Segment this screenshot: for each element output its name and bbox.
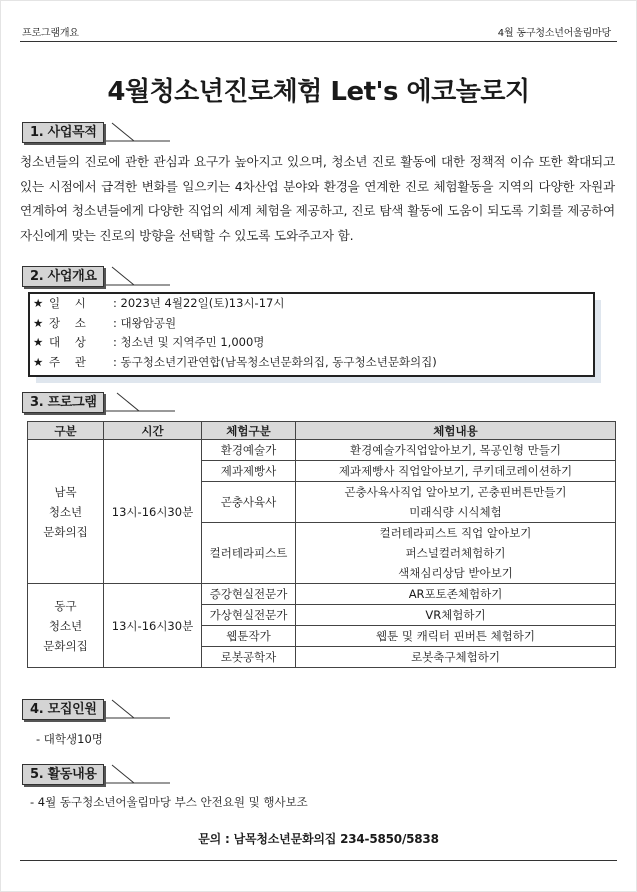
time-cell: 13시-16시30분	[104, 584, 202, 668]
column-header: 체험내용	[296, 422, 616, 440]
star-icon: ★	[33, 315, 44, 330]
table-header-row	[28, 422, 616, 440]
column-header: 시간	[104, 422, 202, 440]
group-name-line: 청소년	[48, 504, 83, 519]
group-name-line: 청소년	[48, 618, 83, 633]
section-label: 3. 프로그램	[22, 392, 104, 413]
group-name-cell	[28, 440, 104, 584]
star-icon: ★	[33, 354, 44, 369]
section-label: 4. 모집인원	[22, 699, 104, 720]
experience-content-cell: 제과제빵사 직업알아보기, 쿠키데코레이션하기	[296, 461, 616, 482]
table-row	[28, 584, 616, 605]
section-heading-overview	[22, 265, 104, 285]
content-line: 퍼스널컬러체험하기	[405, 546, 506, 560]
group-name-cell	[28, 584, 104, 668]
section-heading-activity	[22, 763, 104, 783]
content-line: 컬러테라피스트 직업 알아보기	[379, 526, 532, 540]
experience-content-cell: 로봇축구체험하기	[296, 647, 616, 668]
star-icon: ★	[33, 296, 44, 310]
section-heading-recruit	[22, 698, 104, 718]
experience-type-cell: 로봇공학자	[202, 647, 296, 668]
activity-item: - 4월 동구청소년어울림마당 부스 안전요원 및 행사보조	[30, 795, 308, 809]
overview-value: : 대왕암공원	[113, 315, 177, 330]
page-title: 4월청소년진로체험 Let's 에코놀로지	[107, 77, 530, 107]
content-line: 미래식량 시식체험	[409, 505, 502, 519]
overview-box	[28, 292, 595, 377]
experience-content-cell: VR체험하기	[296, 605, 616, 626]
table-row	[28, 440, 616, 461]
experience-content-cell	[296, 482, 616, 523]
overview-label: 장 소	[49, 315, 86, 330]
experience-type-cell: 컬러테라피스트	[202, 523, 296, 584]
experience-type-cell: 증강현실전문가	[202, 584, 296, 605]
experience-content-cell: 환경예술가직업알아보기, 목공인형 만들기	[296, 440, 616, 461]
header-category: 프로그램개요	[22, 28, 79, 39]
experience-type-cell: 제과제빵사	[202, 461, 296, 482]
overview-value: : 청소년 및 지역주민 1,000명	[113, 335, 265, 349]
experience-content-cell: AR포토존체험하기	[296, 584, 616, 605]
overview-value: : 2023년 4월22일(토)13시-17시	[113, 296, 285, 310]
recruit-item: - 대학생10명	[36, 732, 103, 746]
section-label: 5. 활동내용	[22, 764, 104, 785]
experience-type-cell: 곤충사육사	[202, 482, 296, 523]
group-name-line: 남목	[54, 484, 77, 499]
section-heading-program	[22, 391, 104, 411]
section-heading-purpose	[22, 121, 104, 141]
overview-row-target	[30, 333, 593, 353]
overview-label: 주 관	[49, 354, 86, 369]
overview-row-date	[30, 294, 593, 314]
contact-info: 문의 : 남목청소년문화의집 234-5850/5838	[198, 832, 439, 846]
header-event: 4월 동구청소년어울림마당	[497, 28, 611, 39]
experience-content-cell	[296, 523, 616, 584]
overview-label: 대 상	[49, 335, 86, 349]
group-name-line: 문화의집	[43, 638, 88, 653]
group-name-line: 동구	[54, 598, 77, 613]
overview-label: 일 시	[49, 296, 86, 310]
column-header: 구분	[28, 422, 104, 440]
experience-type-cell: 가상현실전문가	[202, 605, 296, 626]
section-label: 2. 사업개요	[22, 266, 104, 287]
overview-row-place	[30, 314, 593, 334]
content-line: 곤충사육사직업 알아보기, 곤충핀버튼만들기	[344, 485, 567, 499]
footer-rule	[20, 860, 617, 861]
experience-type-cell: 웹툰작가	[202, 626, 296, 647]
overview-value: : 동구청소년기관연합(남목청소년문화의집, 동구청소년문화의집)	[113, 354, 437, 369]
purpose-paragraph: 청소년들의 진로에 관한 관심과 요구가 높아지고 있으며, 청소년 진로 활동에 대한 정책적 이슈 또한 확대되고 있는 시점에서 급격한 변화를 일으키는 4차산업 분야와 환경을 연계한 진로 체험활동을 지역의 다양한 자원과 연계하여 청소년들에게 다양한 직업의 세계 체험을 제공하고, 진로 탐색 활동에 도움이 되도록 기회를 제공하여 자신에게 맞는 진로의 방향을 선택할 수 있도록 도와주고자 함.	[20, 154, 615, 243]
section-label: 1. 사업목적	[22, 122, 104, 143]
experience-type-cell: 환경예술가	[202, 440, 296, 461]
program-table	[27, 421, 616, 668]
content-line: 색채심리상담 받아보기	[398, 566, 513, 580]
overview-row-host	[30, 353, 593, 373]
time-cell: 13시-16시30분	[104, 440, 202, 584]
header-rule	[20, 41, 617, 42]
experience-content-cell: 웹툰 및 캐릭터 핀버튼 체험하기	[296, 626, 616, 647]
star-icon: ★	[33, 335, 44, 349]
group-name-line: 문화의집	[43, 524, 88, 539]
column-header: 체험구분	[202, 422, 296, 440]
